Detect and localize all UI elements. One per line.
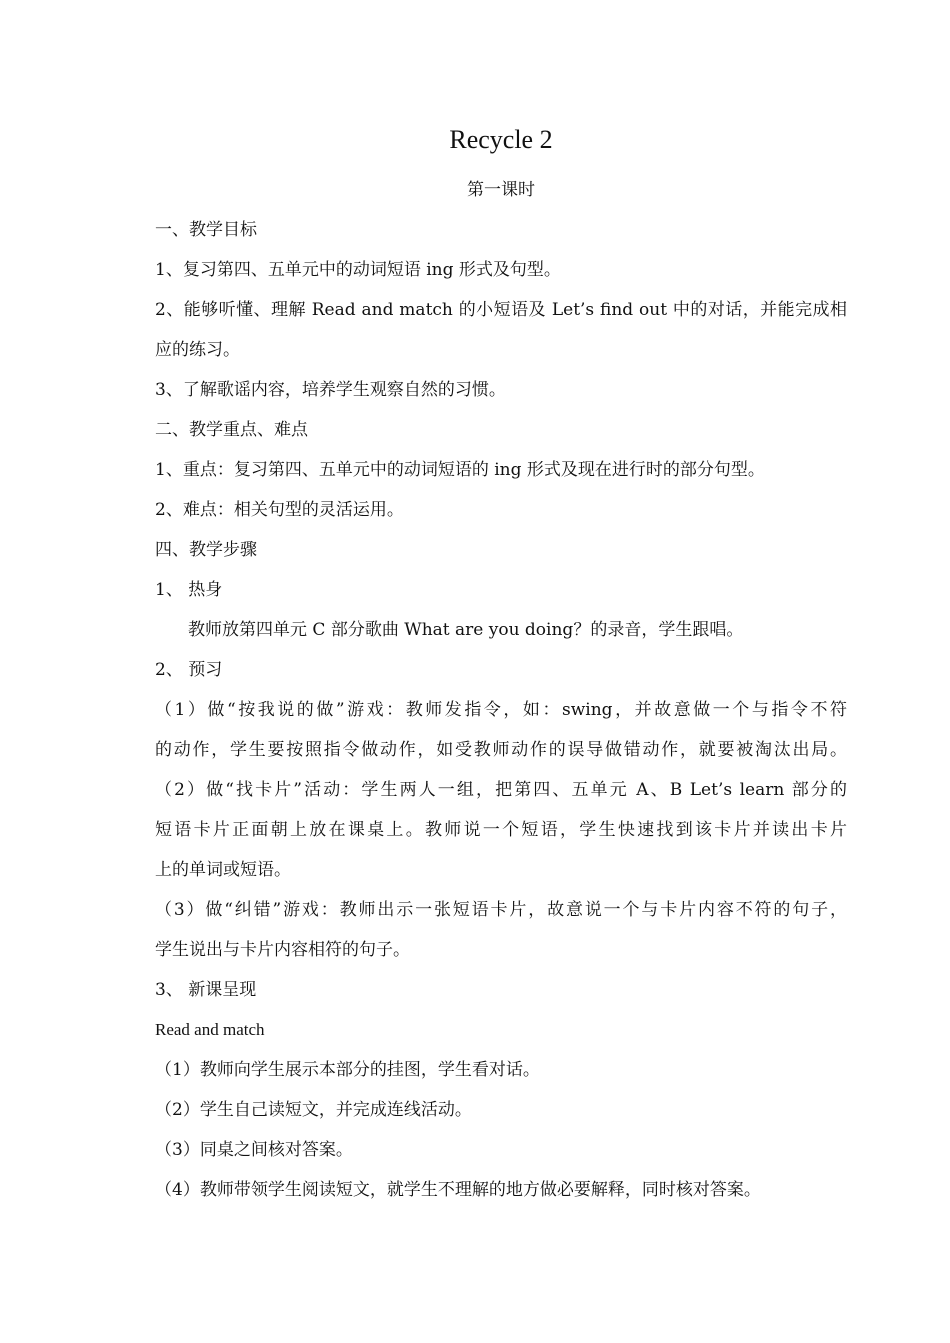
preview-item-3: （3）做“纠错”游戏：教师出示一张短语卡片，故意说一个与卡片内容不符的句子， (155, 900, 847, 920)
preview-item-2-end: 上的单词或短语。 (155, 860, 291, 880)
document-title: Recycle 2 (449, 125, 553, 154)
activity-item-2: （2）学生自己读短文，并完成连线活动。 (155, 1100, 472, 1120)
activity-item-4: （4）教师带领学生阅读短文，就学生不理解的地方做必要解释，同时核对答案。 (155, 1180, 761, 1200)
step-1-heading: 1、 热身 (155, 580, 223, 600)
preview-item-3-continued: 学生说出与卡片内容相符的句子。 (155, 940, 410, 960)
section-heading-key-points: 二、教学重点、难点 (155, 420, 308, 440)
objective-2-continued: 应的练习。 (155, 340, 240, 360)
objective-3: 3、了解歌谣内容，培养学生观察自然的习惯。 (155, 380, 506, 400)
step-3-heading: 3、 新课呈现 (155, 980, 257, 1000)
section-heading-objectives: 一、教学目标 (155, 220, 257, 240)
key-point-2: 2、难点：相关句型的灵活运用。 (155, 500, 404, 520)
objective-2: 2、能够听懂、理解 Read and match 的小短语及 Let’s find out 中的对话，并能完成相 (155, 300, 847, 320)
activity-item-1: （1）教师向学生展示本部分的挂图，学生看对话。 (155, 1060, 540, 1080)
preview-item-2-continued: 短语卡片正面朝上放在课桌上。教师说一个短语，学生快速找到该卡片并读出卡片 (155, 820, 847, 840)
preview-item-2: （2）做“找卡片”活动：学生两人一组，把第四、五单元 A、B Let’s learn 部分的 (155, 780, 847, 800)
objective-1: 1、复习第四、五单元中的动词短语 ing 形式及句型。 (155, 260, 561, 280)
section-heading-steps: 四、教学步骤 (155, 540, 257, 560)
step-1-text: 教师放第四单元 C 部分歌曲 What are you doing？的录音，学生跟唱。 (188, 620, 744, 640)
read-and-match-heading: Read and match (155, 1020, 265, 1039)
lesson-subtitle: 第一课时 (467, 180, 535, 200)
activity-item-3: （3）同桌之间核对答案。 (155, 1140, 353, 1160)
key-point-1: 1、重点：复习第四、五单元中的动词短语的 ing 形式及现在进行时的部分句型。 (155, 460, 765, 480)
preview-item-1-continued: 的动作，学生要按照指令做动作，如受教师动作的误导做错动作，就要被淘汰出局。 (155, 740, 847, 760)
step-2-heading: 2、 预习 (155, 660, 223, 680)
preview-item-1: （1）做“按我说的做”游戏：教师发指令，如：swing，并故意做一个与指令不符 (155, 700, 847, 720)
